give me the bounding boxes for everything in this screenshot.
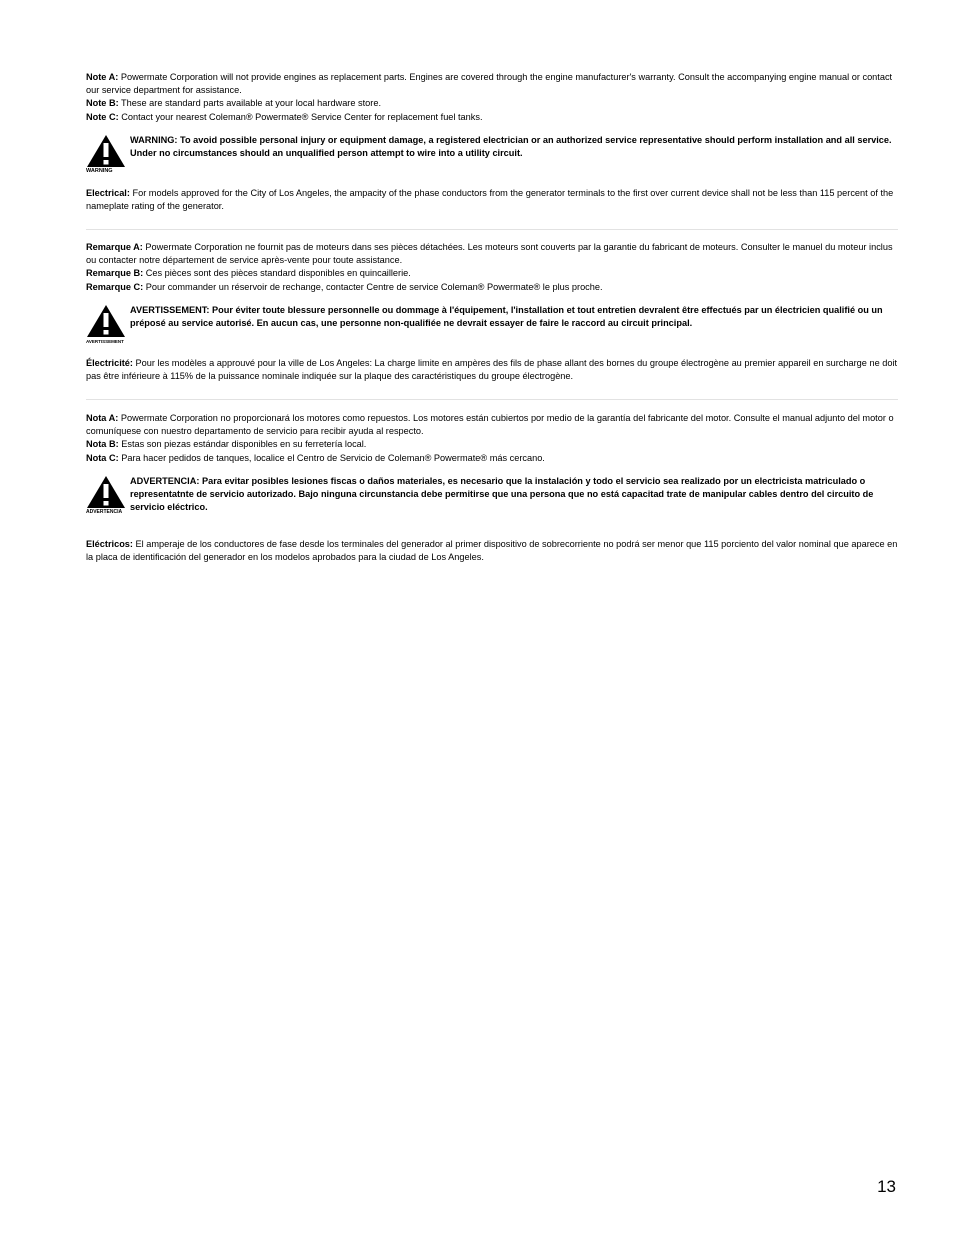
divider: [86, 229, 898, 230]
remarque-a: [86, 241, 900, 267]
remarque-c-text: Pour commander un réservoir de rechange, contacter Centre de service Coleman® Powermate® le plus proche.: [143, 281, 603, 292]
nota-b: [86, 438, 900, 451]
remarque-b-label: Remarque B:: [86, 268, 144, 279]
nota-a-label: Nota A:: [86, 413, 119, 423]
warning-icon: [86, 475, 128, 516]
warning-text: WARNING: To avoid possible personal injury or equipment damage, a registered electrician or an authorized service representative should perform installation and all service. Under no circumstances should an unqualified person attempt to wire into a utility circuit.: [130, 134, 892, 159]
note-a: [86, 71, 900, 97]
electricite-paragraph: [86, 357, 900, 383]
remarque-b: [86, 267, 900, 280]
nota-c-text: Para hacer pedidos de tanques, localice el Centro de Servicio de Coleman® Powermate® más cercano.: [118, 452, 545, 463]
remarque-c: [86, 281, 900, 294]
english-section: [86, 71, 900, 213]
note-c-label: Note C:: [86, 111, 119, 122]
nota-b-label: Nota B:: [86, 439, 119, 450]
nota-a: [86, 412, 900, 438]
note-c-text: Contact your nearest Coleman® Powermate® Service Center for replacement fuel tanks.: [118, 111, 483, 122]
nota-c-label: Nota C:: [86, 452, 119, 463]
electricos-text: El amperaje de los conductores de fase desde los terminales del generador al primer dispositivo de sobrecorriente no podrá ser menor que 115 porciento del valor nominal que aparece en la placa de identificación del generador en los modelos aprobados para la ciudad de Los Angeles.: [86, 538, 898, 563]
note-c: [86, 111, 900, 124]
advertencia-text: ADVERTENCIA: Para evitar posibles lesiones fiscas o daños materiales, es necesario que la instalación y todo el servicio sea realizado por un electricista matriculado o representatnte de servicio autorizado. Bajo ninguna circunstancia debe permitirse que una persona que no está capacitad trate de manipular cables dentro del circuito de servicio eléctrico.: [130, 475, 874, 513]
warning-icon: [86, 304, 128, 345]
note-a-text: Powermate Corporation will not provide engines as replacement parts. Engines are covered through the engine manufacturer's warranty. Consult the accompanying engine manual or contact our service department for assistance.: [86, 72, 893, 96]
french-section: [86, 241, 900, 383]
remarque-a-text: Powermate Corporation ne fournit pas de moteurs dans ses pièces détachées. Les moteurs sont couverts par la garantie du fabricant de moteurs. Consulter le manuel du moteur inclus ou contacter notre département de service après-vente pour toute assistance.: [86, 242, 893, 266]
electricos-paragraph: [86, 538, 900, 564]
note-b: [86, 97, 900, 110]
remarque-a-label: Remarque A:: [86, 242, 143, 252]
page-number: 13: [877, 1177, 896, 1196]
spanish-section: [86, 412, 900, 564]
note-b-label: Note B:: [86, 98, 119, 109]
remarque-b-text: Ces pièces sont des pièces standard disponibles en quincaillerie.: [143, 268, 411, 279]
warning-icon: [86, 134, 128, 175]
nota-c: [86, 452, 900, 465]
note-a-label: Note A:: [86, 72, 119, 82]
electrical-label: Electrical:: [86, 187, 130, 198]
electrical-paragraph: [86, 187, 900, 213]
electricite-label: Électricité:: [86, 357, 133, 368]
avertissement-block: [86, 304, 900, 344]
divider: [86, 399, 898, 400]
electrical-text: For models approved for the City of Los Angeles, the ampacity of the phase conductors from the generator terminals to the first over current device shall not be less than 115 percent of the nameplate rating of the generator.: [86, 187, 894, 212]
nota-b-text: Estas son piezas estándar disponibles en su ferretería local.: [118, 439, 367, 450]
advertencia-block: [86, 475, 900, 519]
remarque-c-label: Remarque C:: [86, 281, 144, 292]
electricite-text: Pour les modèles a approuvé pour la ville de Los Angeles: La charge limite en ampères des fils de phase allant des bornes du groupe électrogène au premier appareil en surcharge ne doit pas être inférieure à 115% de la puissance nominale indiquée sur la plaque des caractéristiques du groupe électrogène.: [86, 357, 898, 382]
nota-a-text: Powermate Corporation no proporcionará los motores como repuestos. Los motores están cubiertos por medio de la garantía del fabricante del motor. Consulte el manual adjunto del motor o comuníquese con nuestro departamento de servicio para recibir ayuda al respecto.: [86, 413, 894, 437]
electricos-label: Eléctricos:: [86, 538, 133, 549]
advertencia-caption: ADVERTENCIA: [86, 508, 123, 515]
warning-block: [86, 134, 900, 174]
warning-caption: WARNING: [86, 167, 113, 174]
note-b-text: These are standard parts available at your local hardware store.: [118, 98, 381, 109]
avertissement-text: AVERTISSEMENT: Pour éviter toute blessure personnelle ou dommage à l'équipement, l'installation et tout entretien devralent être effectués par un électricien qualifié ou un préposé au service autorisé. En aucun cas, une personne non-qualifiée ne devrait essayer de faire le raccord au circuit principal.: [130, 304, 883, 329]
avertissement-caption: AVERTISSEMENT: [86, 338, 124, 344]
